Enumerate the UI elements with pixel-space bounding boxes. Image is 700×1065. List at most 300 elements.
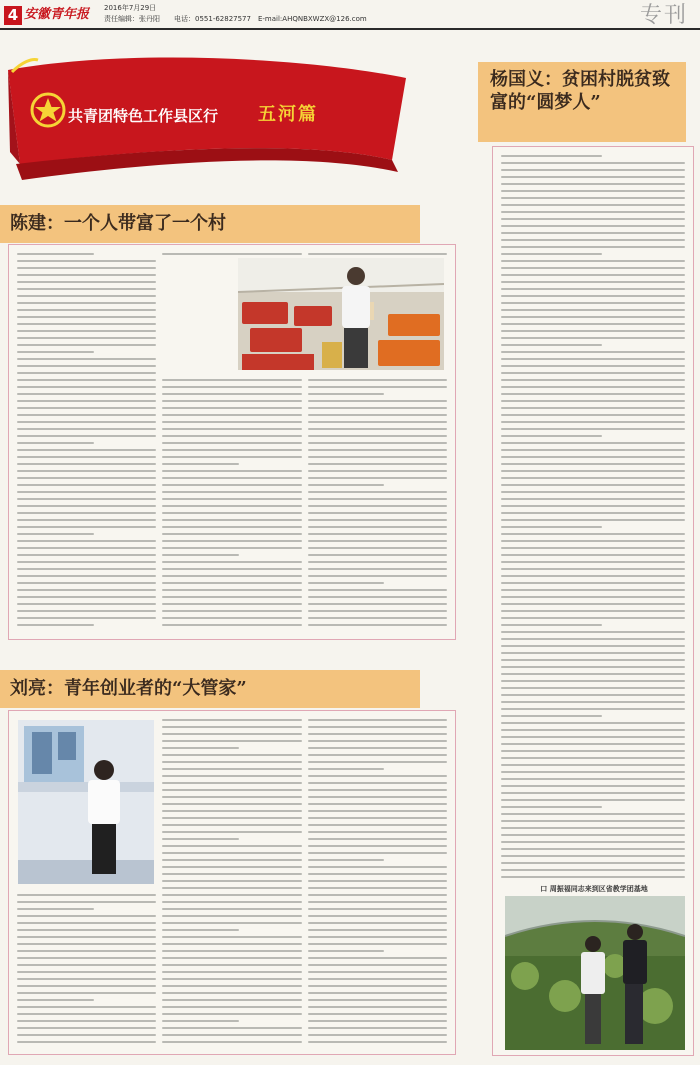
body-text-line	[17, 512, 156, 514]
body-text-line	[308, 526, 447, 528]
body-text-line	[308, 726, 447, 728]
body-text-line	[501, 435, 602, 437]
body-text-line	[501, 540, 685, 542]
banner-title: 共青团特色工作县区行	[68, 107, 219, 125]
body-text-line	[501, 204, 685, 206]
body-text-line	[501, 750, 685, 752]
body-text-line	[17, 999, 94, 1001]
body-text-line	[162, 726, 301, 728]
body-text-line	[308, 379, 447, 381]
body-text-line	[501, 372, 685, 374]
body-text-line	[162, 582, 301, 584]
body-text-line	[162, 624, 301, 626]
body-text-line	[162, 491, 301, 493]
body-text-line	[501, 862, 685, 864]
body-text-line	[162, 943, 301, 945]
body-text-line	[308, 253, 447, 255]
body-text-line	[308, 810, 447, 812]
body-text-line	[17, 561, 156, 563]
body-text-line	[308, 575, 447, 577]
body-text-line	[501, 477, 685, 479]
body-text-line	[17, 351, 94, 353]
body-text-line	[162, 568, 301, 570]
body-text-line	[162, 824, 301, 826]
body-text-line	[501, 575, 685, 577]
body-text-line	[162, 386, 301, 388]
body-text-line	[162, 540, 301, 542]
body-text-line	[501, 729, 685, 731]
body-text-line	[501, 211, 685, 213]
body-text-line	[308, 617, 447, 619]
body-text-line	[17, 372, 156, 374]
body-text-line	[501, 526, 602, 528]
body-text-line	[308, 1013, 447, 1015]
body-text-line	[308, 540, 447, 542]
body-text-line	[308, 428, 447, 430]
body-text-line	[162, 603, 301, 605]
body-text-line	[501, 386, 685, 388]
body-text-line	[162, 414, 301, 416]
body-text-line	[17, 554, 156, 556]
body-text-line	[17, 603, 156, 605]
body-text-line	[17, 309, 156, 311]
body-text-line	[162, 845, 301, 847]
body-text-line	[501, 323, 685, 325]
body-text-line	[162, 768, 301, 770]
body-text-line	[17, 901, 156, 903]
body-text-line	[501, 169, 685, 171]
body-text-line	[17, 929, 156, 931]
body-text-line	[501, 813, 685, 815]
body-text-line	[17, 922, 156, 924]
body-text-line	[17, 463, 156, 465]
liu-article-title: 刘亮：青年创业者的“大管家”	[10, 678, 247, 699]
body-text-line	[308, 589, 447, 591]
body-text-line	[17, 400, 156, 402]
body-text-line	[501, 638, 685, 640]
body-text-line	[501, 694, 685, 696]
body-text-line	[501, 225, 685, 227]
body-text-line	[162, 873, 301, 875]
body-text-line	[308, 719, 447, 721]
body-text-line	[162, 1027, 301, 1029]
body-text-line	[17, 964, 156, 966]
body-text-line	[308, 740, 447, 742]
body-text-line	[501, 463, 685, 465]
body-text-line	[308, 442, 447, 444]
body-text-line	[17, 519, 156, 521]
body-text-line	[501, 288, 685, 290]
body-text-line	[17, 358, 156, 360]
body-text-line	[501, 792, 685, 794]
body-text-line	[308, 943, 447, 945]
body-text-line	[308, 393, 385, 395]
body-text-line	[308, 782, 447, 784]
body-text-line	[308, 533, 447, 535]
body-text-line	[501, 645, 685, 647]
body-text-line	[17, 449, 156, 451]
body-text-line	[501, 757, 685, 759]
body-text-line	[162, 547, 301, 549]
body-text-line	[162, 610, 301, 612]
body-text-line	[162, 817, 301, 819]
body-text-line	[162, 428, 301, 430]
body-text-line	[162, 887, 301, 889]
body-text-line	[501, 498, 685, 500]
body-text-line	[162, 775, 301, 777]
body-text-line	[308, 610, 447, 612]
body-text-line	[162, 964, 301, 966]
body-text-line	[162, 456, 301, 458]
body-text-line	[308, 435, 447, 437]
body-text-line	[501, 281, 685, 283]
body-text-line	[162, 512, 301, 514]
body-text-line	[308, 894, 447, 896]
body-text-line	[308, 519, 447, 521]
body-text-line	[162, 901, 301, 903]
body-text-line	[501, 246, 685, 248]
body-text-line	[501, 778, 685, 780]
body-text-line	[501, 512, 685, 514]
body-text-line	[308, 477, 447, 479]
body-text-line	[17, 526, 156, 528]
body-text-line	[162, 379, 301, 381]
body-text-line	[501, 715, 602, 717]
body-text-line	[17, 302, 156, 304]
body-text-line	[308, 491, 447, 493]
body-text-line	[501, 848, 685, 850]
editor-line: 责任编辑：张丹阳 电话：0551-62827577 E-mail:AHQNBXWZX@126.com	[104, 15, 367, 23]
body-text-line	[17, 908, 94, 910]
body-text-line	[308, 400, 447, 402]
body-text-line	[501, 582, 685, 584]
body-text-line	[17, 568, 156, 570]
body-text-line	[17, 498, 156, 500]
body-text-line	[308, 866, 447, 868]
body-text-line	[17, 477, 156, 479]
body-text-line	[162, 421, 301, 423]
body-text-line	[308, 887, 447, 889]
body-text-line	[17, 260, 156, 262]
body-text-line	[17, 456, 156, 458]
body-text-line	[162, 929, 239, 931]
body-text-line	[501, 260, 685, 262]
body-text-line	[501, 379, 685, 381]
body-text-line	[162, 803, 301, 805]
body-text-line	[501, 631, 685, 633]
page-number: 4	[4, 6, 22, 25]
body-text-line	[162, 484, 301, 486]
body-text-line	[162, 463, 239, 465]
body-text-line	[162, 999, 301, 1001]
body-text-line	[162, 519, 301, 521]
body-text-line	[308, 936, 447, 938]
body-text-line	[17, 957, 156, 959]
body-text-line	[17, 1013, 156, 1015]
body-text-line	[17, 971, 156, 973]
body-text-line	[501, 330, 685, 332]
body-text-line	[501, 183, 685, 185]
body-text-line	[162, 754, 301, 756]
body-text-line	[162, 908, 301, 910]
body-text-line	[501, 442, 685, 444]
body-text-line	[162, 253, 301, 255]
body-text-line	[162, 971, 301, 973]
body-text-line	[501, 274, 685, 276]
body-text-line	[308, 838, 447, 840]
body-text-line	[501, 827, 685, 829]
body-text-line	[162, 1020, 239, 1022]
body-text-line	[308, 831, 447, 833]
photo3-caption: 口 周振福同志来到区省教学团基地	[540, 885, 648, 893]
body-text-line	[308, 1006, 447, 1008]
body-text-line	[308, 922, 447, 924]
body-text-line	[308, 456, 447, 458]
body-text-line	[308, 512, 447, 514]
body-text-line	[308, 1027, 447, 1029]
body-text-line	[308, 929, 447, 931]
body-text-line	[17, 950, 156, 952]
body-text-line	[501, 351, 685, 353]
body-text-line	[308, 554, 447, 556]
body-text-line	[17, 414, 156, 416]
body-text-line	[17, 365, 156, 367]
body-text-line	[308, 768, 385, 770]
body-text-line	[501, 568, 685, 570]
body-text-line	[501, 680, 685, 682]
body-text-line	[308, 915, 447, 917]
body-text-line	[17, 484, 156, 486]
body-text-line	[501, 162, 685, 164]
body-text-line	[17, 330, 156, 332]
body-text-line	[17, 589, 156, 591]
body-text-line	[162, 554, 239, 556]
body-text-line	[501, 869, 685, 871]
body-text-line	[162, 589, 301, 591]
body-text-line	[501, 358, 685, 360]
body-text-line	[501, 596, 685, 598]
body-text-line	[17, 505, 156, 507]
body-text-line	[501, 743, 685, 745]
body-text-line	[162, 470, 301, 472]
body-text-line	[308, 999, 447, 1001]
body-text-line	[501, 449, 685, 451]
body-text-line	[17, 393, 156, 395]
body-text-line	[17, 617, 156, 619]
body-text-line	[501, 799, 685, 801]
body-text-line	[17, 267, 156, 269]
body-text-line	[308, 1020, 447, 1022]
body-text-line	[17, 442, 94, 444]
body-text-line	[162, 533, 301, 535]
body-text-line	[501, 764, 685, 766]
body-text-line	[162, 761, 301, 763]
body-text-line	[308, 880, 447, 882]
body-text-line	[162, 477, 301, 479]
body-text-line	[501, 491, 685, 493]
body-text-line	[501, 841, 685, 843]
body-text-line	[501, 603, 685, 605]
body-text-line	[17, 547, 156, 549]
body-text-line	[308, 407, 447, 409]
body-text-line	[162, 561, 301, 563]
body-text-line	[162, 596, 301, 598]
body-text-line	[17, 1006, 156, 1008]
body-text-line	[501, 785, 685, 787]
body-text-line	[17, 435, 156, 437]
body-text-line	[162, 1013, 301, 1015]
body-text-line	[17, 288, 156, 290]
body-text-line	[501, 295, 685, 297]
body-text-line	[501, 470, 685, 472]
body-text-line	[17, 943, 156, 945]
body-text-line	[501, 519, 685, 521]
body-text-line	[17, 407, 156, 409]
body-text-line	[17, 596, 156, 598]
body-text-line	[308, 414, 447, 416]
body-text-line	[501, 610, 685, 612]
body-text-line	[162, 831, 301, 833]
body-text-line	[17, 337, 156, 339]
body-text-line	[17, 323, 156, 325]
body-text-line	[162, 852, 301, 854]
body-text-line	[501, 855, 685, 857]
body-text-line	[501, 484, 685, 486]
body-text-line	[308, 789, 447, 791]
body-text-line	[162, 575, 301, 577]
body-text-line	[17, 470, 156, 472]
body-text-line	[308, 449, 447, 451]
body-text-line	[308, 484, 385, 486]
body-text-line	[308, 901, 447, 903]
body-text-line	[501, 659, 685, 661]
body-text-line	[162, 617, 301, 619]
body-text-line	[501, 393, 685, 395]
body-text-line	[501, 554, 685, 556]
body-text-line	[162, 978, 301, 980]
body-text-line	[308, 603, 447, 605]
body-text-line	[501, 239, 685, 241]
body-text-line	[162, 442, 301, 444]
body-text-line	[17, 582, 156, 584]
body-text-line	[162, 838, 239, 840]
body-text-line	[308, 824, 447, 826]
body-text-line	[17, 610, 156, 612]
body-text-line	[501, 428, 685, 430]
body-text-line	[162, 894, 301, 896]
body-text-line	[501, 176, 685, 178]
body-text-line	[308, 796, 447, 798]
body-text-line	[308, 561, 447, 563]
body-text-line	[17, 624, 94, 626]
body-text-line	[17, 936, 156, 938]
body-text-line	[501, 155, 602, 157]
body-text-line	[308, 845, 447, 847]
body-text-line	[308, 873, 447, 875]
body-text-line	[17, 491, 156, 493]
banner-zone-label: 五河篇	[258, 104, 318, 125]
body-text-line	[162, 747, 239, 749]
body-text-line	[501, 267, 685, 269]
body-text-line	[308, 505, 447, 507]
body-text-line	[308, 547, 447, 549]
body-text-line	[308, 421, 447, 423]
body-text-line	[501, 624, 602, 626]
body-text-line	[501, 701, 685, 703]
body-text-line	[308, 817, 447, 819]
body-text-line	[308, 386, 447, 388]
body-text-line	[17, 978, 156, 980]
body-text-line	[308, 754, 447, 756]
body-text-line	[501, 253, 602, 255]
body-text-line	[501, 407, 685, 409]
body-text-line	[501, 421, 685, 423]
body-text-line	[501, 771, 685, 773]
body-text-line	[162, 866, 301, 868]
body-text-line	[501, 561, 685, 563]
body-text-line	[501, 834, 685, 836]
body-text-line	[501, 547, 685, 549]
body-text-line	[501, 666, 685, 668]
body-text-line	[308, 978, 447, 980]
body-text-line	[162, 950, 301, 952]
body-text-line	[501, 589, 685, 591]
body-text-line	[308, 908, 447, 910]
section-label: 专刊	[640, 3, 689, 28]
body-text-line	[501, 365, 685, 367]
body-text-line	[308, 498, 447, 500]
body-text-line	[501, 722, 685, 724]
body-text-line	[308, 596, 447, 598]
body-text-line	[162, 1034, 301, 1036]
body-text-line	[17, 281, 156, 283]
body-text-line	[162, 733, 301, 735]
body-text-line	[501, 806, 602, 808]
body-text-line	[501, 673, 685, 675]
body-text-line	[308, 775, 447, 777]
body-text-line	[17, 295, 156, 297]
body-text-line	[162, 985, 301, 987]
body-text-line	[308, 470, 447, 472]
body-text-line	[501, 218, 685, 220]
body-text-line	[501, 617, 685, 619]
body-text-line	[308, 803, 447, 805]
body-text-line	[162, 719, 301, 721]
body-text-line	[501, 820, 685, 822]
body-text-line	[17, 894, 156, 896]
body-text-line	[17, 253, 94, 255]
body-text-line	[308, 859, 385, 861]
body-text-line	[17, 344, 156, 346]
body-text-line	[17, 316, 156, 318]
body-text-line	[308, 1041, 447, 1043]
body-text-line	[501, 652, 685, 654]
body-text-line	[162, 859, 301, 861]
yang-article-title: 杨国义：贫困村脱贫致富的“圆梦人”	[490, 69, 670, 113]
body-text-line	[308, 957, 447, 959]
body-text-line	[17, 1027, 156, 1029]
body-text-line	[501, 316, 685, 318]
photo-liu-portrait	[18, 720, 154, 884]
body-text-line	[501, 736, 685, 738]
body-text-line	[162, 880, 301, 882]
body-text-line	[162, 407, 301, 409]
body-text-line	[308, 964, 447, 966]
body-text-line	[501, 190, 685, 192]
body-text-line	[162, 796, 301, 798]
body-text-line	[17, 575, 156, 577]
body-text-line	[162, 936, 301, 938]
